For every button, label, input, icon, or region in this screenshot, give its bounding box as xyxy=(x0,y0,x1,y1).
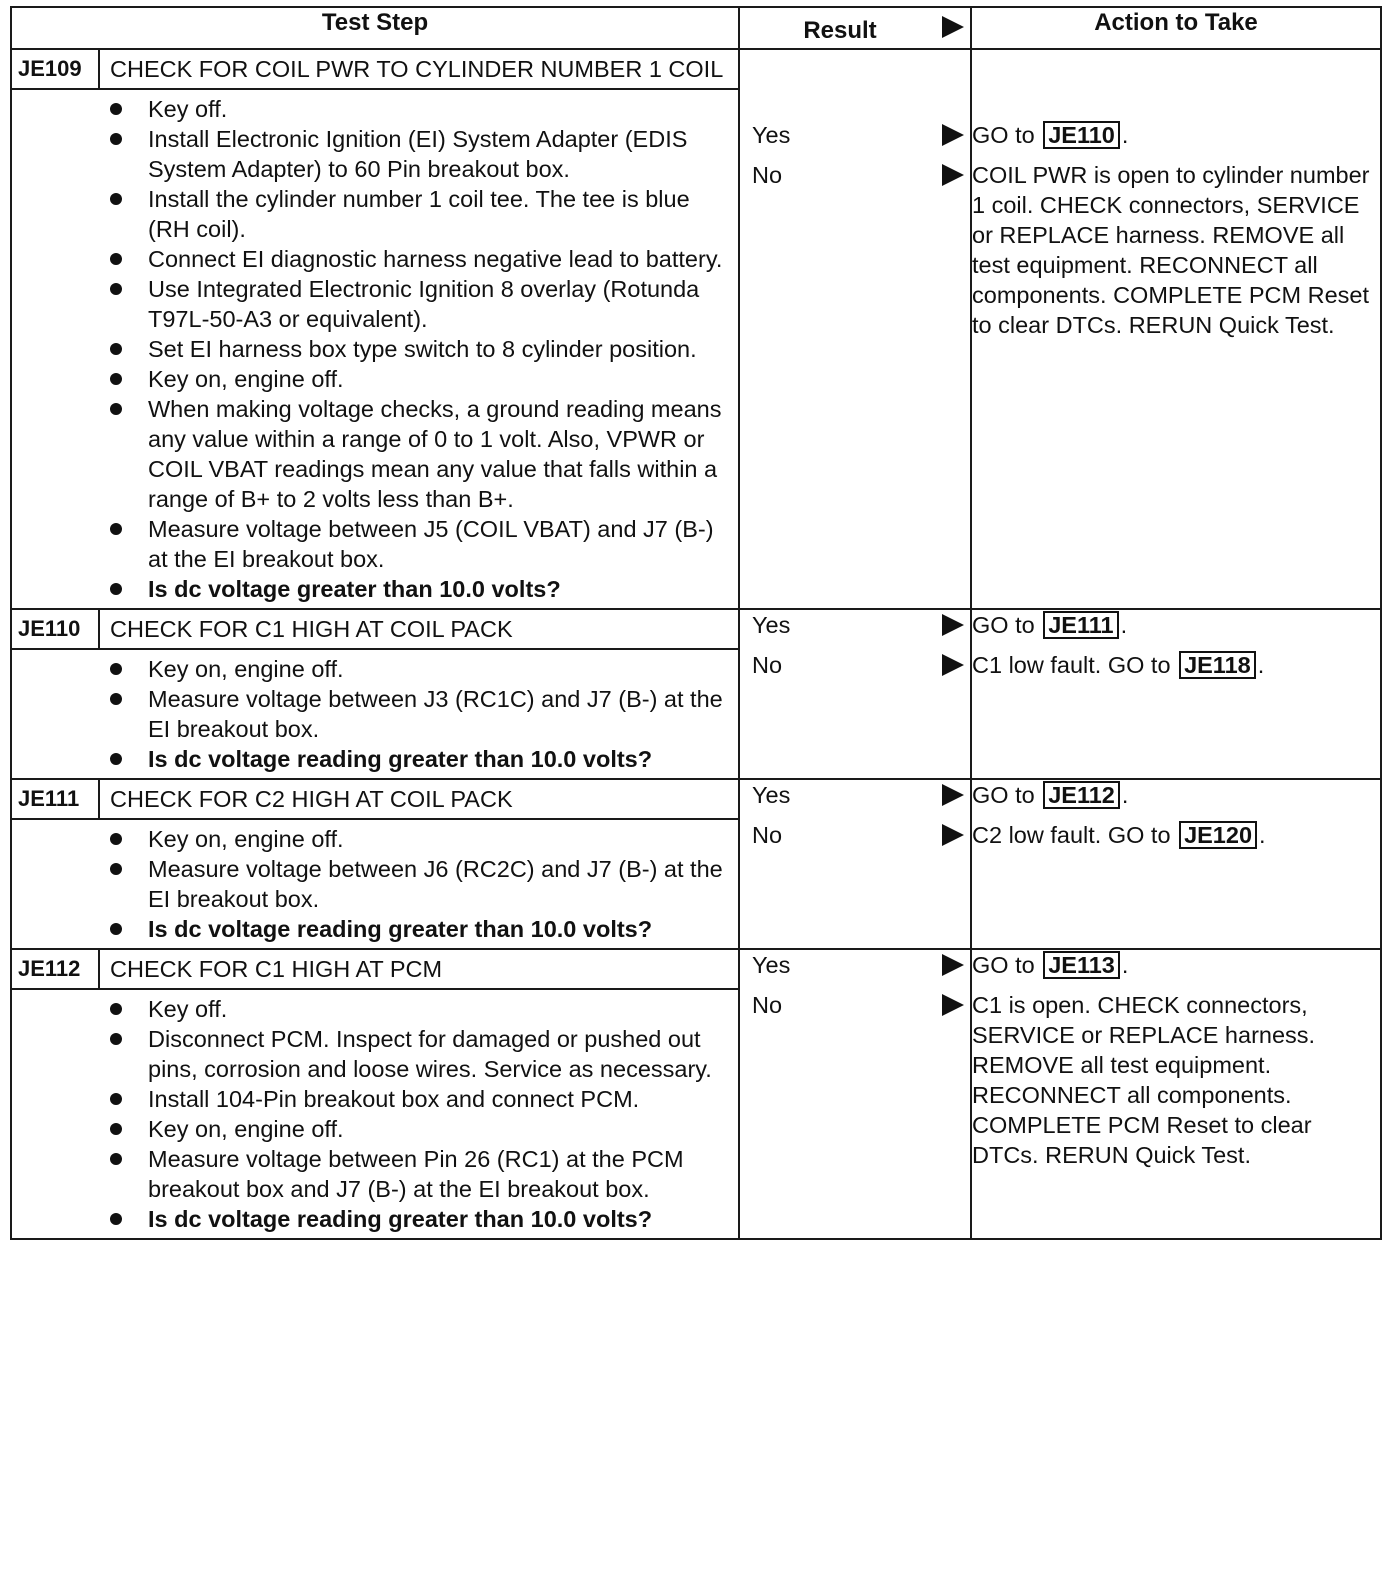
header-result-label: Result xyxy=(803,17,877,44)
bullet-icon xyxy=(110,133,122,145)
bullet-icon xyxy=(110,833,122,845)
step-reference-link[interactable]: JE120 xyxy=(1179,821,1257,849)
bullet-icon xyxy=(110,693,122,705)
step-title-bar xyxy=(12,950,738,990)
action-no: C2 low fault. GO to JE120 . xyxy=(972,822,1266,848)
bullet-icon xyxy=(110,103,122,115)
action-no: C1 is open. CHECK connectors, SERVICE or REPLACE harness. REMOVE all test equipment. RECONNECT all components. COMPLETE PCM Reset to clear DTCs. RERUN Quick Test. xyxy=(972,992,1316,1168)
action-no: C1 low fault. GO to JE118 . xyxy=(972,652,1265,678)
bullet-icon xyxy=(110,283,122,295)
action-yes: GO to JE112 . xyxy=(972,782,1129,808)
instruction-item: Install the cylinder number 1 coil tee. The tee is blue (RH coil). xyxy=(104,184,728,244)
arrow-right-icon xyxy=(942,164,964,186)
instruction-item: Measure voltage between J5 (COIL VBAT) and J7 (B-) at the EI breakout box. xyxy=(104,514,728,574)
header-test-step: Test Step xyxy=(11,7,739,49)
arrow-right-icon xyxy=(942,824,964,846)
result-cell-je110 xyxy=(739,609,971,779)
step-reference-link[interactable]: JE112 xyxy=(1043,781,1120,809)
result-cell-je112 xyxy=(739,949,971,1239)
action-yes: GO to JE113 . xyxy=(972,952,1129,978)
action-cell-je112 xyxy=(971,949,1381,1239)
instruction-item: Key off. xyxy=(104,94,728,124)
action-cell-je111 xyxy=(971,779,1381,949)
step-row-je111 xyxy=(11,779,1381,949)
step-id: JE112 xyxy=(12,950,100,988)
test-step-table xyxy=(10,6,1382,1240)
result-cell-je109 xyxy=(739,49,971,609)
bullet-icon xyxy=(110,193,122,205)
step-id: JE109 xyxy=(12,50,100,88)
arrow-right-icon xyxy=(942,614,964,636)
bullet-icon xyxy=(110,1093,122,1105)
step-reference-link[interactable]: JE113 xyxy=(1043,951,1120,979)
step-id: JE111 xyxy=(12,780,100,818)
question-item: Is dc voltage reading greater than 10.0 volts? xyxy=(104,1204,728,1234)
instruction-item: When making voltage checks, a ground reading means any value within a range of 0 to 1 volt. Also, VPWR or COIL VBAT readings mean any value that falls within a range of B+ to 2 volts less than B+. xyxy=(104,394,728,514)
instruction-list xyxy=(12,990,738,1238)
step-row-je110 xyxy=(11,609,1381,779)
step-id: JE110 xyxy=(12,610,100,648)
arrow-right-icon xyxy=(942,124,964,146)
instruction-item: Install Electronic Ignition (EI) System Adapter (EDIS System Adapter) to 60 Pin breakout box. xyxy=(104,124,728,184)
bullet-icon xyxy=(110,1213,122,1225)
step-title: CHECK FOR COIL PWR TO CYLINDER NUMBER 1 COIL xyxy=(110,56,724,82)
instruction-item: Use Integrated Electronic Ignition 8 overlay (Rotunda T97L-50-A3 or equivalent). xyxy=(104,274,728,334)
action-no: COIL PWR is open to cylinder number 1 coil. CHECK connectors, SERVICE or REPLACE harness. REMOVE all test equipment. RECONNECT all components. COMPLETE PCM Reset to clear DTCs. RERUN Quick Test. xyxy=(972,162,1370,338)
result-no: No xyxy=(740,160,970,200)
instruction-item: Key on, engine off. xyxy=(104,1114,728,1144)
step-title: CHECK FOR C1 HIGH AT PCM xyxy=(110,956,443,982)
step-cell-je112 xyxy=(11,949,739,1239)
action-yes: GO to JE110 . xyxy=(972,122,1129,148)
instruction-list xyxy=(12,90,738,608)
result-yes: Yes xyxy=(740,120,970,160)
step-title-bar xyxy=(12,780,738,820)
test-step-table-page xyxy=(10,6,1380,1580)
bullet-icon xyxy=(110,1003,122,1015)
step-title-bar xyxy=(12,50,738,90)
step-title-bar xyxy=(12,610,738,650)
arrow-right-icon xyxy=(942,16,964,38)
action-cell-je110 xyxy=(971,609,1381,779)
arrow-right-icon xyxy=(942,994,964,1016)
instruction-item: Key off. xyxy=(104,994,728,1024)
bullet-icon xyxy=(110,1153,122,1165)
step-title: CHECK FOR C2 HIGH AT COIL PACK xyxy=(110,786,513,812)
instruction-item: Measure voltage between J6 (RC2C) and J7 (B-) at the EI breakout box. xyxy=(104,854,728,914)
instruction-item: Key on, engine off. xyxy=(104,654,728,684)
bullet-icon xyxy=(110,1033,122,1045)
instruction-list xyxy=(12,650,738,778)
result-yes: Yes xyxy=(740,780,970,820)
bullet-icon xyxy=(110,923,122,935)
bullet-icon xyxy=(110,863,122,875)
header-result xyxy=(739,7,971,49)
result-cell-je111 xyxy=(739,779,971,949)
bullet-icon xyxy=(110,583,122,595)
question-item: Is dc voltage greater than 10.0 volts? xyxy=(104,574,728,604)
question-item: Is dc voltage reading greater than 10.0 volts? xyxy=(104,744,728,774)
instruction-list xyxy=(12,820,738,948)
bullet-icon xyxy=(110,663,122,675)
step-reference-link[interactable]: JE110 xyxy=(1043,121,1120,149)
question-item: Is dc voltage reading greater than 10.0 volts? xyxy=(104,914,728,944)
bullet-icon xyxy=(110,523,122,535)
instruction-item: Measure voltage between J3 (RC1C) and J7 (B-) at the EI breakout box. xyxy=(104,684,728,744)
bullet-icon xyxy=(110,753,122,765)
bullet-icon xyxy=(110,373,122,385)
header-action: Action to Take xyxy=(971,7,1381,49)
result-yes: Yes xyxy=(740,950,970,990)
instruction-item: Measure voltage between Pin 26 (RC1) at the PCM breakout box and J7 (B-) at the EI breakout box. xyxy=(104,1144,728,1204)
bullet-icon xyxy=(110,253,122,265)
action-cell-je109 xyxy=(971,49,1381,609)
instruction-item: Set EI harness box type switch to 8 cylinder position. xyxy=(104,334,728,364)
step-reference-link[interactable]: JE118 xyxy=(1179,651,1256,679)
step-cell-je109 xyxy=(11,49,739,609)
result-no: No xyxy=(740,820,970,860)
instruction-item: Install 104-Pin breakout box and connect PCM. xyxy=(104,1084,728,1114)
table-header-row xyxy=(11,7,1381,49)
bullet-icon xyxy=(110,1123,122,1135)
instruction-item: Disconnect PCM. Inspect for damaged or pushed out pins, corrosion and loose wires. Service as necessary. xyxy=(104,1024,728,1084)
arrow-right-icon xyxy=(942,784,964,806)
arrow-right-icon xyxy=(942,954,964,976)
step-row-je112 xyxy=(11,949,1381,1239)
result-no: No xyxy=(740,650,970,690)
result-no: No xyxy=(740,990,970,1030)
step-cell-je110 xyxy=(11,609,739,779)
result-yes: Yes xyxy=(740,610,970,650)
action-yes: GO to JE111 . xyxy=(972,612,1128,638)
instruction-item: Key on, engine off. xyxy=(104,824,728,854)
step-reference-link[interactable]: JE111 xyxy=(1043,611,1118,639)
bullet-icon xyxy=(110,403,122,415)
bullet-icon xyxy=(110,343,122,355)
instruction-item: Key on, engine off. xyxy=(104,364,728,394)
step-cell-je111 xyxy=(11,779,739,949)
instruction-item: Connect EI diagnostic harness negative lead to battery. xyxy=(104,244,728,274)
arrow-right-icon xyxy=(942,654,964,676)
step-title: CHECK FOR C1 HIGH AT COIL PACK xyxy=(110,616,513,642)
